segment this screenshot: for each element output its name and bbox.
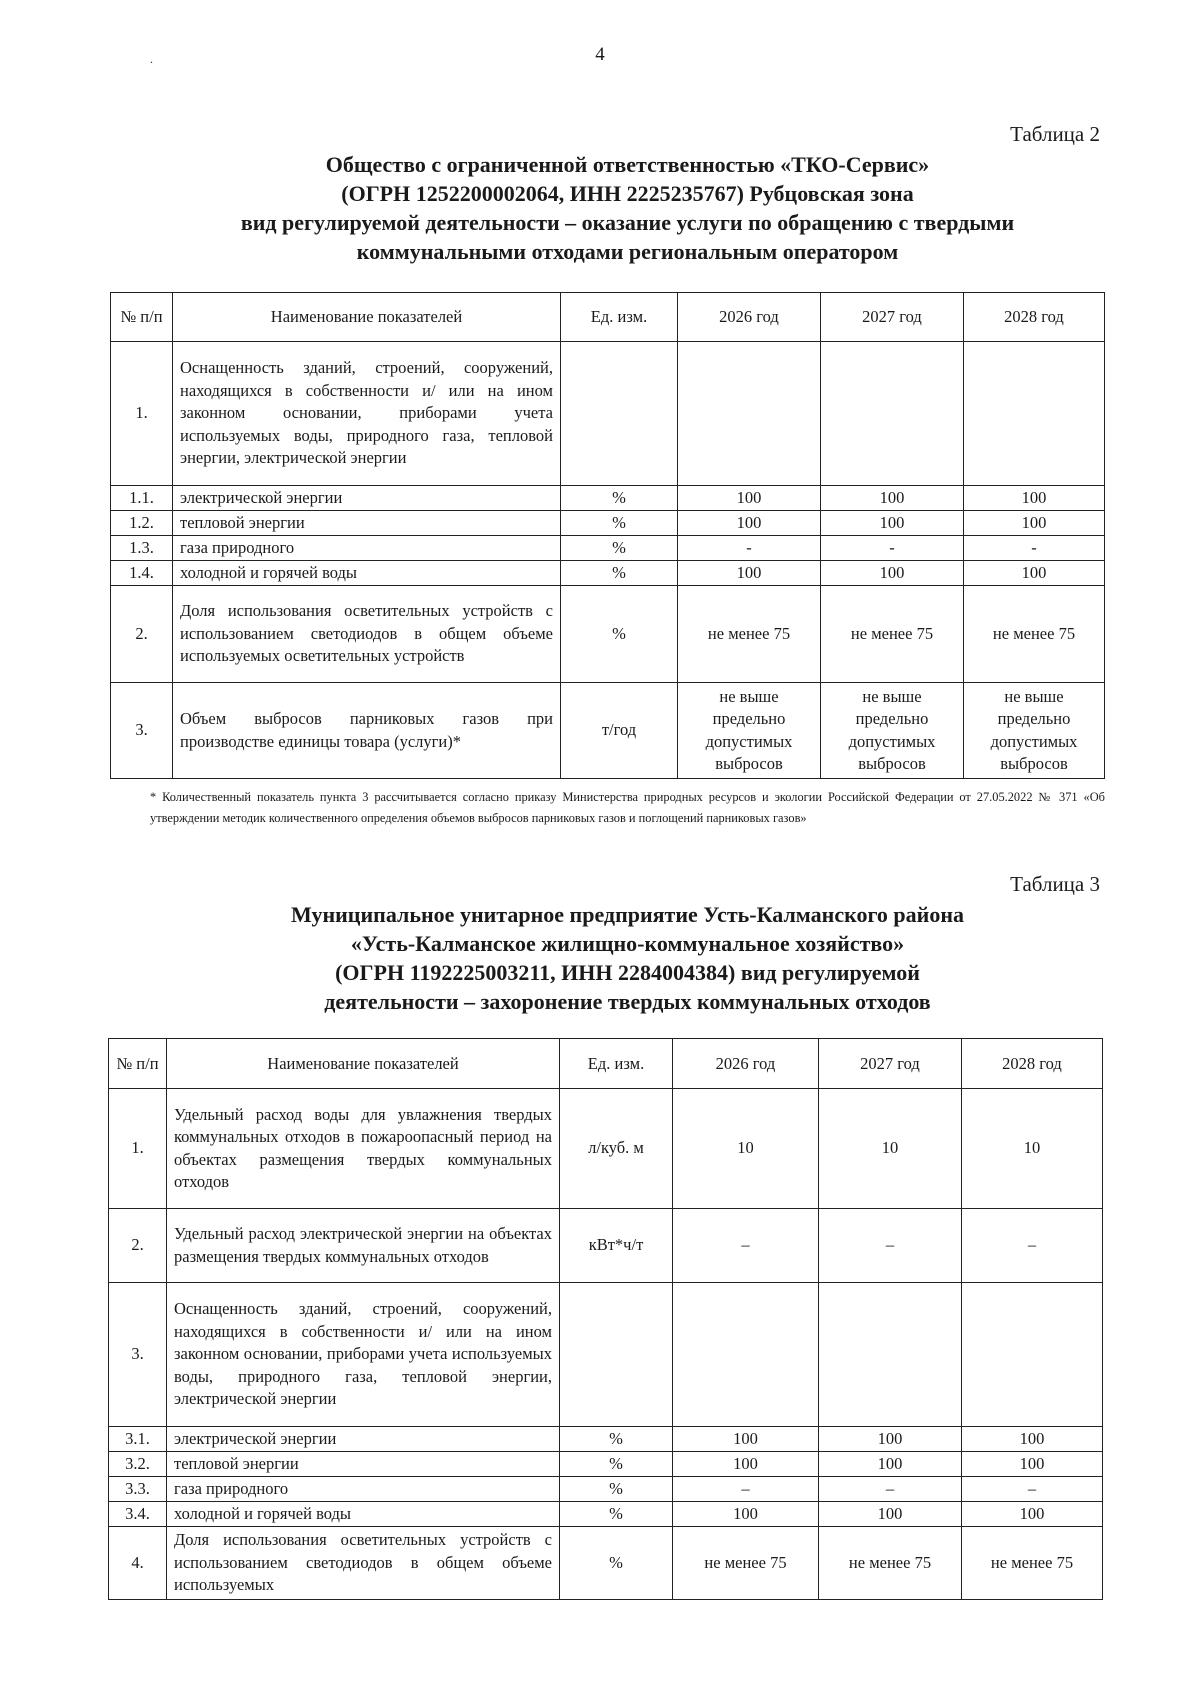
row-number: 3. bbox=[111, 683, 173, 779]
row-2026: 100 bbox=[678, 511, 821, 536]
row-name: Доля использования осветительных устройств с использованием светодиодов в общем объеме используемых осветительных устройств bbox=[173, 586, 561, 683]
table-row bbox=[111, 586, 1105, 683]
row-2028: не менее 75 bbox=[964, 586, 1105, 683]
row-name: тепловой энергии bbox=[173, 511, 561, 536]
header-2027: 2027 год bbox=[819, 1039, 962, 1089]
row-2028 bbox=[964, 342, 1105, 486]
row-2028: 100 bbox=[964, 561, 1105, 586]
table3-title-line: (ОГРН 1192225003211, ИНН 2284004384) вид регулируемой bbox=[335, 960, 920, 985]
row-2027: не менее 75 bbox=[819, 1527, 962, 1600]
table3-label: Таблица 3 bbox=[1010, 872, 1100, 896]
table-row bbox=[111, 342, 1105, 486]
table2-title-line: вид регулируемой деятельности – оказание услуги по обращению с твердыми bbox=[240, 210, 1015, 235]
row-unit bbox=[561, 342, 678, 486]
table-row bbox=[109, 1283, 1103, 1427]
header-unit: Ед. изм. bbox=[561, 293, 678, 342]
header-2026: 2026 год bbox=[673, 1039, 819, 1089]
row-2026: 100 bbox=[673, 1452, 819, 1477]
row-name: Удельный расход электрической энергии на объектах размещения твердых коммунальных отходов bbox=[167, 1209, 560, 1283]
header-2028: 2028 год bbox=[964, 293, 1105, 342]
row-2026: - bbox=[678, 536, 821, 561]
row-name: газа природного bbox=[167, 1477, 560, 1502]
row-unit: % bbox=[560, 1502, 673, 1527]
row-2026: не менее 75 bbox=[673, 1527, 819, 1600]
row-name: Удельный расход воды для увлажнения твердых коммунальных отходов в пожароопасный период на объектах размещения твердых коммунальных отходов bbox=[167, 1089, 560, 1209]
table3-header-row bbox=[109, 1039, 1103, 1089]
row-2028: 10 bbox=[962, 1089, 1103, 1209]
table2-title-line: коммунальными отходами региональным оператором bbox=[356, 239, 899, 264]
row-unit: % bbox=[561, 561, 678, 586]
row-2027: 100 bbox=[819, 1427, 962, 1452]
table2-footnote: * Количественный показатель пункта 3 рассчитывается согласно приказу Министерства природных ресурсов и экологии Российской Федерации от 27.05.2022 № 371 «Об утверждении методик количественного определения объемов выбросов парниковых газов и поглощений парниковых газов» bbox=[150, 790, 1105, 825]
row-name: холодной и горячей воды bbox=[173, 561, 561, 586]
row-name: электрической энергии bbox=[173, 486, 561, 511]
row-number: 3.3. bbox=[109, 1477, 167, 1502]
table-row bbox=[111, 536, 1105, 561]
row-number: 4. bbox=[109, 1527, 167, 1600]
row-2028: - bbox=[964, 536, 1105, 561]
row-unit: % bbox=[560, 1427, 673, 1452]
row-unit: % bbox=[560, 1527, 673, 1600]
row-name: Оснащенность зданий, строений, сооружений, находящихся в собственности и/ или на ином законном основании, приборами учета используемых воды, природного газа, тепловой энергии, электрической энергии bbox=[173, 342, 561, 486]
table2 bbox=[110, 292, 1105, 779]
table-row bbox=[111, 683, 1105, 779]
row-2027: 100 bbox=[819, 1452, 962, 1477]
row-2026: 100 bbox=[678, 486, 821, 511]
table2-label: Таблица 2 bbox=[1010, 122, 1100, 146]
row-2026 bbox=[673, 1283, 819, 1427]
row-name: Доля использования осветительных устройств с использованием светодиодов в общем объеме используемых bbox=[167, 1527, 560, 1600]
table3 bbox=[108, 1038, 1103, 1600]
row-number: 3. bbox=[109, 1283, 167, 1427]
row-2027: 100 bbox=[819, 1502, 962, 1527]
row-2027: 100 bbox=[821, 486, 964, 511]
row-2027: 10 bbox=[819, 1089, 962, 1209]
row-number: 1.2. bbox=[111, 511, 173, 536]
row-2027: – bbox=[819, 1209, 962, 1283]
row-2027 bbox=[819, 1283, 962, 1427]
table3-title-line: «Усть-Калманское жилищно-коммунальное хозяйство» bbox=[350, 931, 905, 956]
table-row bbox=[109, 1477, 1103, 1502]
row-2028: 100 bbox=[962, 1502, 1103, 1527]
row-2028: 100 bbox=[964, 486, 1105, 511]
row-unit bbox=[560, 1283, 673, 1427]
row-number: 1. bbox=[109, 1089, 167, 1209]
row-2027: – bbox=[819, 1477, 962, 1502]
row-2027 bbox=[821, 342, 964, 486]
row-2028: 100 bbox=[962, 1427, 1103, 1452]
table-row bbox=[111, 511, 1105, 536]
row-2028: не менее 75 bbox=[962, 1527, 1103, 1600]
row-name: газа природного bbox=[173, 536, 561, 561]
table-row bbox=[111, 486, 1105, 511]
row-unit: л/куб. м bbox=[560, 1089, 673, 1209]
header-name: Наименование показателей bbox=[173, 293, 561, 342]
row-number: 1.3. bbox=[111, 536, 173, 561]
table2-title-line: Общество с ограниченной ответственностью «ТКО-Сервис» bbox=[325, 152, 930, 177]
row-2027: 100 bbox=[821, 561, 964, 586]
row-number: 1.1. bbox=[111, 486, 173, 511]
row-unit: % bbox=[561, 486, 678, 511]
table-row bbox=[109, 1452, 1103, 1477]
row-number: 2. bbox=[109, 1209, 167, 1283]
table-row bbox=[109, 1427, 1103, 1452]
row-2026: – bbox=[673, 1477, 819, 1502]
row-number: 2. bbox=[111, 586, 173, 683]
corner-mark: . bbox=[150, 52, 153, 66]
row-name: тепловой энергии bbox=[167, 1452, 560, 1477]
header-number: № п/п bbox=[111, 293, 173, 342]
row-2028: 100 bbox=[964, 511, 1105, 536]
row-number: 1. bbox=[111, 342, 173, 486]
row-2027: не выше предельно допустимых выбросов bbox=[821, 683, 964, 779]
header-2028: 2028 год bbox=[962, 1039, 1103, 1089]
row-unit: % bbox=[561, 511, 678, 536]
header-number: № п/п bbox=[109, 1039, 167, 1089]
row-number: 3.4. bbox=[109, 1502, 167, 1527]
row-2026 bbox=[678, 342, 821, 486]
table2-title bbox=[150, 150, 1105, 266]
row-2026: 100 bbox=[673, 1427, 819, 1452]
page-number: 4 bbox=[595, 44, 605, 65]
row-unit: кВт*ч/т bbox=[560, 1209, 673, 1283]
row-2026: не менее 75 bbox=[678, 586, 821, 683]
table-row bbox=[111, 561, 1105, 586]
row-2026: 100 bbox=[678, 561, 821, 586]
table-row bbox=[109, 1502, 1103, 1527]
row-name: холодной и горячей воды bbox=[167, 1502, 560, 1527]
header-name: Наименование показателей bbox=[167, 1039, 560, 1089]
table3-title-line: Муниципальное унитарное предприятие Усть-Калманского района bbox=[290, 902, 964, 927]
row-number: 1.4. bbox=[111, 561, 173, 586]
table3-title-line: деятельности – захоронение твердых коммунальных отходов bbox=[324, 989, 931, 1014]
row-name: Объем выбросов парниковых газов при производстве единицы товара (услуги)* bbox=[173, 683, 561, 779]
row-2028: – bbox=[962, 1477, 1103, 1502]
row-2026: 10 bbox=[673, 1089, 819, 1209]
row-unit: % bbox=[560, 1477, 673, 1502]
row-2027: 100 bbox=[821, 511, 964, 536]
row-2028: – bbox=[962, 1209, 1103, 1283]
row-2028: 100 bbox=[962, 1452, 1103, 1477]
row-unit: т/год bbox=[561, 683, 678, 779]
row-number: 3.1. bbox=[109, 1427, 167, 1452]
row-unit: % bbox=[561, 536, 678, 561]
table2-header-row bbox=[111, 293, 1105, 342]
row-2028 bbox=[962, 1283, 1103, 1427]
row-2026: 100 bbox=[673, 1502, 819, 1527]
table2-title-line: (ОГРН 1252200002064, ИНН 2225235767) Рубцовская зона bbox=[341, 181, 914, 206]
row-2028: не выше предельно допустимых выбросов bbox=[964, 683, 1105, 779]
header-2026: 2026 год bbox=[678, 293, 821, 342]
row-name: Оснащенность зданий, строений, сооружений, находящихся в собственности и/ или на ином законном основании, приборами учета используемых воды, природного газа, тепловой энергии, электрической энергии bbox=[167, 1283, 560, 1427]
row-2026: не выше предельно допустимых выбросов bbox=[678, 683, 821, 779]
row-number: 3.2. bbox=[109, 1452, 167, 1477]
row-unit: % bbox=[560, 1452, 673, 1477]
row-name: электрической энергии bbox=[167, 1427, 560, 1452]
row-unit: % bbox=[561, 586, 678, 683]
table-row bbox=[109, 1089, 1103, 1209]
row-2027: не менее 75 bbox=[821, 586, 964, 683]
table-row bbox=[109, 1527, 1103, 1600]
row-2026: – bbox=[673, 1209, 819, 1283]
header-unit: Ед. изм. bbox=[560, 1039, 673, 1089]
header-2027: 2027 год bbox=[821, 293, 964, 342]
row-2027: - bbox=[821, 536, 964, 561]
table3-title bbox=[150, 900, 1105, 1016]
table-row bbox=[109, 1209, 1103, 1283]
